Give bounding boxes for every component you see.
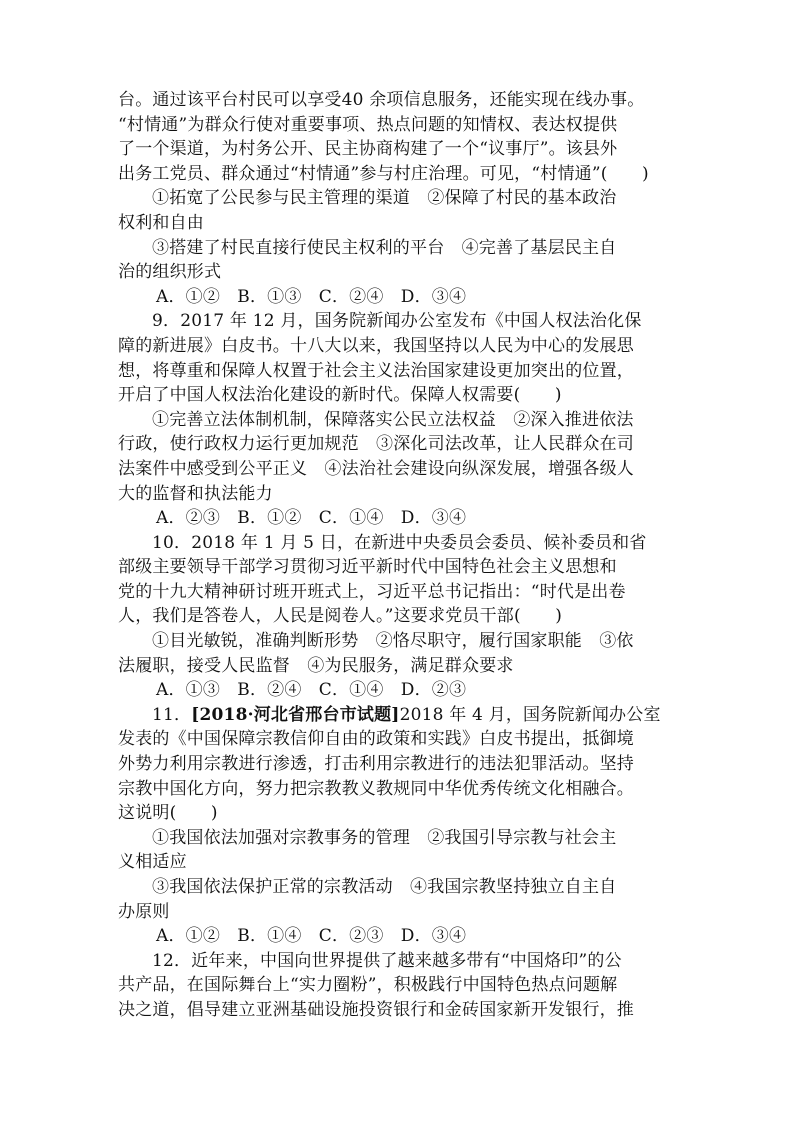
question-text-line: 想，将尊重和保障人权置于社会主义法治国家建设更加突出的位置， (118, 360, 634, 381)
statement-line: ①目光敏锐，准确判断形势 ②恪尽职守，履行国家职能 ③依 (152, 631, 634, 652)
question-source: [2018·河北省邢台市试题] (191, 704, 400, 725)
statement-line: 义相适应 (118, 852, 187, 873)
statement-line: ①我国依法加强对宗教事务的管理 ②我国引导宗教与社会主 (152, 827, 617, 848)
question-text-line: 人，我们是答卷人，人民是阅卷人。”这要求党员干部( ) (118, 606, 563, 627)
statement-line: 治的组织形式 (118, 262, 222, 283)
question-text-line: 12．近年来，中国向世界提供了越来越多带有“中国烙印”的公 (152, 950, 622, 971)
question-text-line: 障的新进展》白皮书。十八大以来，我国坚持以人民为中心的发展思 (118, 335, 634, 356)
answer-options: A．②③ B．①② C．①④ D．③④ (156, 508, 467, 529)
question-text-line: 这说明( ) (118, 803, 218, 824)
question-9 (118, 309, 678, 530)
statement-line: ③我国依法保护正常的宗教活动 ④我国宗教坚持独立自主自 (152, 877, 617, 897)
question-text-line: 部级主要领导干部学习贯彻习近平新时代中国特色社会主义思想和 (118, 557, 617, 578)
question-text-line: 发表的《中国保障宗教信仰自由的政策和实践》白皮书提出，抵御境 (118, 729, 634, 750)
answer-options: A．①② B．①③ C．②④ D．③④ (156, 286, 467, 307)
question-text-line: 宗教中国化方向，努力把宗教教义教规同中华优秀传统文化相融合。 (118, 778, 634, 799)
answer-options: A．①② B．①④ C．②③ D．③④ (156, 926, 467, 947)
statement-line: 法履职，接受人民监督 ④为民服务，满足群众要求 (118, 655, 514, 676)
question-text-line: 开启了中国人权法治化建设的新时代。保障人权需要( ) (118, 385, 562, 406)
question-text-line: 党的十九大精神研讨班开班式上，习近平总书记指出：“时代是出卷 (118, 581, 626, 602)
statement-line: 办原则 (118, 901, 170, 922)
question-8 (118, 88, 678, 309)
question-number: 11． (152, 704, 192, 725)
statement-line: 大的监督和执法能力 (118, 483, 273, 504)
question-text-line: “村情通”为群众行使对重要事项、热点问题的知情权、表达权提供 (118, 114, 618, 135)
question-text-line: 台。通过该平台村民可以享受40 余项信息服务，还能实现在线办事。 (118, 90, 645, 110)
statement-line: ①拓宽了公民参与民主管理的渠道 ②保障了村民的基本政治 (152, 188, 617, 209)
question-text-line: 9．2017 年 12 月，国务院新闻办公室发布《中国人权法治化保 (152, 311, 642, 332)
question-text-line: 10．2018 年 1 月 5 日，在新进中央委员会委员、候补委员和省 (152, 532, 647, 553)
question-12 (118, 949, 678, 1023)
answer-options: A．①③ B．②④ C．①④ D．②③ (156, 680, 467, 701)
statement-line: ①完善立法体制机制，保障落实公民立法权益 ②深入推进依法 (152, 409, 634, 430)
question-10 (118, 531, 678, 703)
question-text-line: 了一个渠道，为村务公开、民主协商构建了一个“议事厅”。该县外 (118, 139, 618, 160)
question-11 (118, 703, 678, 949)
question-text: 2018 年 4 月，国务院新闻办公室 (399, 704, 661, 725)
question-text-line: 外势力利用宗教进行渗透，打击利用宗教进行的违法犯罪活动。坚持 (118, 754, 634, 775)
question-text-line: 决之道，倡导建立亚洲基础设施投资银行和金砖国家新开发银行，推 (118, 999, 634, 1020)
statement-line: ③搭建了村民直接行使民主权利的平台 ④完善了基层民主自 (152, 237, 617, 258)
question-text-line (118, 703, 678, 728)
statement-line: 行政，使行政权力运行更加规范 ③深化司法改革，让人民群众在司 (118, 434, 634, 455)
document-page (118, 88, 678, 1023)
statement-line: 权利和自由 (118, 212, 204, 233)
statement-line: 法案件中感受到公平正义 ④法治社会建设向纵深发展，增强各级人 (118, 458, 634, 479)
question-text-line: 出务工党员、群众通过“村情通”参与村庄治理。可见，“村情通”( ) (118, 163, 649, 184)
question-text-line: 共产品，在国际舞台上“实力圈粉”，积极践行中国特色热点问题解 (118, 975, 618, 996)
